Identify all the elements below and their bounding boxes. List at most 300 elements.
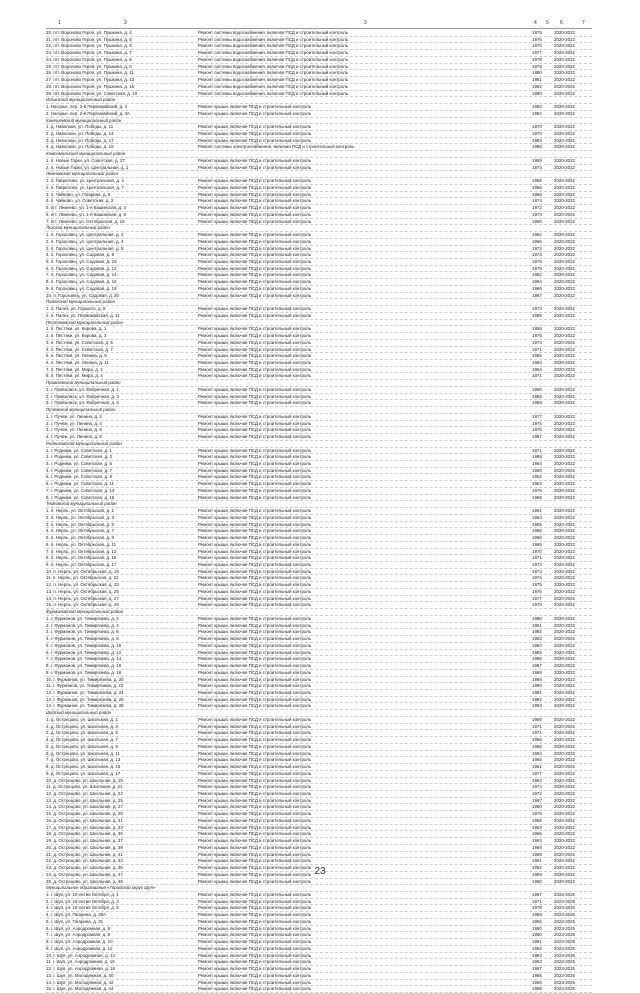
address-cell: 22. пгт. Вороново Героя, ул. Пушкина, д. 6 xyxy=(46,43,132,49)
year-built-cell: 1968 xyxy=(532,535,542,541)
period-cell: 2020-2022 xyxy=(554,353,575,359)
year-built-cell: 1991 xyxy=(532,689,542,695)
year-built-cell: 1971 xyxy=(532,723,542,729)
work-type-cell: Ремонт системы водоснабжения, включая ПСД и строительный контроль xyxy=(198,56,349,62)
table-row xyxy=(46,468,592,475)
period-cell: 2020-2022 xyxy=(554,588,575,594)
work-type-cell: Ремонт крыши, включая ПСД и строительный контроль xyxy=(198,306,312,312)
period-cell: 2020-2022 xyxy=(554,844,575,850)
section-row xyxy=(46,225,592,232)
year-built-cell: 1985 xyxy=(532,649,542,655)
table-row xyxy=(46,474,592,481)
address-cell: 11. п. Нерль, ул. Октябрьская, д. 21 xyxy=(46,575,119,581)
period-cell: 2020-2022 xyxy=(554,346,575,352)
address-cell: 10. д. Острецово, ул. Школьная, д. 19 xyxy=(46,777,123,783)
year-built-cell: 1963 xyxy=(532,959,542,965)
year-built-cell: 1976 xyxy=(532,427,542,433)
address-cell: 6. д. Острецово, ул. Школьная, д. 11 xyxy=(46,750,120,756)
table-row xyxy=(46,138,592,145)
work-type-cell: Ремонт крыши, включая ПСД и строительный контроль xyxy=(198,703,312,709)
year-built-cell: 1968 xyxy=(532,178,542,184)
address-cell: 1. Нагорье, пер. 2-й Первомайский, д. 3 xyxy=(46,104,127,110)
table-row xyxy=(46,596,592,603)
year-built-cell: 1976 xyxy=(532,43,542,49)
year-built-cell: 1975 xyxy=(532,582,542,588)
section-title: Ильинский муниципальный район xyxy=(46,97,116,103)
table-row xyxy=(46,421,592,428)
period-cell: 2020-2022 xyxy=(554,824,575,830)
address-cell: 3. п. Гороховец, ул. Центральная, д. 6 xyxy=(46,245,124,251)
year-built-cell: 1962 xyxy=(532,865,542,871)
table-row xyxy=(46,124,592,131)
year-built-cell: 1975 xyxy=(532,811,542,817)
table-row xyxy=(46,313,592,320)
year-built-cell: 1982 xyxy=(532,272,542,278)
work-type-cell: Ремонт крыши, включая ПСД и строительный контроль xyxy=(198,716,312,722)
year-built-cell: 1965 xyxy=(532,757,542,763)
year-built-cell: 1968 xyxy=(532,494,542,500)
work-type-cell: Ремонт крыши, включая ПСД и строительный контроль xyxy=(198,979,312,985)
year-built-cell: 1963 xyxy=(532,838,542,844)
address-cell: 4. г. Родники, ул. Советская, д. 7 xyxy=(46,467,112,473)
year-built-cell: 1981 xyxy=(532,77,542,83)
address-cell: 2. д. Острецово, ул. Школьная, д. 3 xyxy=(46,723,118,729)
address-cell: 20. д. Острецово, ул. Школьная, д. 39 xyxy=(46,844,123,850)
year-built-cell: 1980 xyxy=(532,90,542,96)
table-row xyxy=(46,326,592,333)
address-cell: 2. п. Гороховец, ул. Центральная, д. 4 xyxy=(46,238,124,244)
work-type-cell: Ремонт крыши, включая ПСД и строительный контроль xyxy=(198,191,312,197)
table-row xyxy=(46,778,592,785)
table-row xyxy=(46,831,592,838)
period-cell: 2023-2025 xyxy=(554,959,575,965)
table-row xyxy=(46,347,592,354)
period-cell: 2020-2022 xyxy=(554,393,575,399)
table-row xyxy=(46,246,592,253)
section-row xyxy=(46,441,592,448)
year-built-cell: 1974 xyxy=(532,339,542,345)
work-type-cell: Ремонт крыши, включая ПСД и строительный контроль xyxy=(198,730,312,736)
section-title: Лежневский муниципальный район xyxy=(46,171,118,177)
address-cell: 9. п. Гороховец, ул. Садовая, д. 18 xyxy=(46,285,117,291)
work-type-cell: Ремонт крыши, включая ПСД и строительный контроль xyxy=(198,339,312,345)
year-built-cell: 1963 xyxy=(532,824,542,830)
table-row xyxy=(46,879,592,886)
year-built-cell: 1993 xyxy=(532,703,542,709)
period-cell: 2020-2022 xyxy=(554,716,575,722)
period-cell: 2020-2022 xyxy=(554,306,575,312)
table-row xyxy=(46,690,592,697)
period-cell: 2020-2022 xyxy=(554,602,575,608)
work-type-cell: Ремонт крыши, включая ПСД и строительный контроль xyxy=(198,595,312,601)
work-type-cell: Ремонт крыши, включая ПСД и строительный контроль xyxy=(198,656,312,662)
work-type-cell: Ремонт крыши, включая ПСД и строительный контроль xyxy=(198,602,312,608)
work-type-cell: Ремонт крыши, включая ПСД и строительный контроль xyxy=(198,905,312,911)
work-type-cell: Ремонт крыши, включая ПСД и строительный контроль xyxy=(198,844,312,850)
section-title: Муниципальное образование «Городской округ Шуя» xyxy=(46,885,156,891)
table-row xyxy=(46,542,592,549)
work-type-cell: Ремонт крыши, включая ПСД и строительный контроль xyxy=(198,582,312,588)
period-cell: 2020-2022 xyxy=(554,582,575,588)
address-cell: 11. г. Шуя, ул. Аэродромная, д. 16 xyxy=(46,959,115,965)
year-built-cell: 1978 xyxy=(532,602,542,608)
period-cell: 2020-2022 xyxy=(554,279,575,285)
table-row xyxy=(46,367,592,374)
header-col-3: 3 xyxy=(364,20,367,26)
year-built-cell: 1987 xyxy=(532,292,542,298)
section-title: Родниковский муниципальный район xyxy=(46,440,122,446)
section-title: Лухский муниципальный район xyxy=(46,225,110,231)
table-row xyxy=(46,259,592,266)
year-built-cell: 1967 xyxy=(532,966,542,972)
period-cell: 2020-2022 xyxy=(554,636,575,642)
work-type-cell: Ремонт крыши, включая ПСД и строительный контроль xyxy=(198,636,312,642)
work-type-cell: Ремонт крыши, включая ПСД и строительный контроль xyxy=(198,770,312,776)
period-cell: 2020-2022 xyxy=(554,770,575,776)
address-cell: 1. г. Приволжск, ул. Фабричная, д. 1 xyxy=(46,386,119,392)
work-type-cell: Ремонт системы водоснабжения, включая ПСД и строительный контроль xyxy=(198,50,349,56)
year-built-cell: 1988 xyxy=(532,454,542,460)
section-title: Кинешемский муниципальный район xyxy=(46,117,122,123)
year-built-cell: 1984 xyxy=(532,110,542,116)
year-built-cell: 1989 xyxy=(532,676,542,682)
year-built-cell: 1992 xyxy=(532,696,542,702)
year-built-cell: 1964 xyxy=(532,750,542,756)
address-cell: 14. п. Нерль, ул. Октябрьская, д. 27 xyxy=(46,595,119,601)
address-cell: 6. п. Пестяки, ул. Ленина, д. 11 xyxy=(46,359,109,365)
address-cell: 7. п. Гороховец, ул. Садовая, д. 14 xyxy=(46,272,117,278)
table-row xyxy=(46,158,592,165)
address-cell: 3. п. Пестяки, ул. Советская, д. 5 xyxy=(46,339,113,345)
work-type-cell: Ремонт крыши, включая ПСД и строительный контроль xyxy=(198,676,312,682)
header-col-4: 4 xyxy=(534,20,537,26)
year-built-cell: 1984 xyxy=(532,279,542,285)
address-cell: 29. пгт. Вороново Героя, ул. Советская, д. 10 xyxy=(46,90,138,96)
period-cell: 2020-2022 xyxy=(554,878,575,884)
address-cell: 2. п. Палех, ул. Первомайская, д. 11 xyxy=(46,312,120,318)
period-cell: 2020-2022 xyxy=(554,232,575,238)
address-cell: 1. г. Шуя, ул. 10-летия Октября, д. 1 xyxy=(46,892,119,897)
work-type-cell: Ремонт крыши, включая ПСД и строительный контроль xyxy=(198,447,312,453)
work-type-cell: Ремонт крыши, включая ПСД и строительный контроль xyxy=(198,434,312,440)
year-built-cell: 1958 xyxy=(532,326,542,332)
year-built-cell: 1960 xyxy=(532,804,542,810)
table-row xyxy=(46,905,592,912)
work-type-cell: Ремонт крыши, включая ПСД и строительный контроль xyxy=(198,777,312,783)
address-cell: 8. г. Родники, ул. Советская, д. 15 xyxy=(46,494,115,500)
address-cell: 3. д. Острецово, ул. Школьная, д. 5 xyxy=(46,730,118,736)
year-built-cell: 1981 xyxy=(532,622,542,628)
period-cell: 2020-2022 xyxy=(554,784,575,790)
year-built-cell: 1967 xyxy=(532,797,542,803)
period-cell: 2020-2022 xyxy=(554,211,575,217)
table-row xyxy=(46,636,592,643)
work-type-cell: Ремонт крыши, включая ПСД и строительный контроль xyxy=(198,474,312,480)
period-cell: 2020-2022 xyxy=(554,413,575,419)
address-cell: 20. пгт. Вороново Героя, ул. Пушкина, д. 4 xyxy=(46,30,132,35)
table-row xyxy=(46,838,592,845)
year-built-cell: 1973 xyxy=(532,252,542,258)
work-type-cell: Ремонт крыши, включая ПСД и строительный контроль xyxy=(198,124,312,130)
table-row xyxy=(46,50,592,57)
period-cell: 2020-2022 xyxy=(554,521,575,527)
header-col-7: 7 xyxy=(582,20,585,26)
address-cell: 1. п. Палех, ул. Горького, д. 8 xyxy=(46,306,106,312)
table-row xyxy=(46,939,592,946)
table-row xyxy=(46,764,592,771)
year-built-cell: 1992 xyxy=(532,945,542,951)
year-built-cell: 1969 xyxy=(532,871,542,877)
period-cell: 2020-2022 xyxy=(554,474,575,480)
period-cell: 2023-2025 xyxy=(554,939,575,945)
address-cell: 9. д. Острецово, ул. Школьная, д. 17 xyxy=(46,770,121,776)
address-cell: 4. п. Пестяки, ул. Советская, д. 7 xyxy=(46,346,113,352)
address-cell: 13. д. Острецово, ул. Школьная, д. 25 xyxy=(46,797,123,803)
table-row xyxy=(46,730,592,737)
table-row xyxy=(46,232,592,239)
year-built-cell: 1979 xyxy=(532,265,542,271)
year-built-cell: 1983 xyxy=(532,137,542,143)
table-row xyxy=(46,43,592,50)
year-built-cell: 1987 xyxy=(532,663,542,669)
period-cell: 2020-2022 xyxy=(554,669,575,675)
year-built-cell: 1969 xyxy=(532,312,542,318)
period-cell: 2020-2022 xyxy=(554,43,575,49)
period-cell: 2020-2022 xyxy=(554,858,575,864)
work-type-cell: Ремонт крыши, включая ПСД и строительный контроль xyxy=(198,326,312,332)
header-col-1: 1 xyxy=(58,20,61,26)
table-row xyxy=(46,239,592,246)
address-cell: 13. п. Нерль, ул. Октябрьская, д. 25 xyxy=(46,588,119,594)
work-type-cell: Ремонт крыши, включая ПСД и строительный контроль xyxy=(198,555,312,561)
address-cell: 5. п. Пестяки, ул. Ленина, д. 9 xyxy=(46,353,107,359)
address-cell: 7. г. Родники, ул. Советская, д. 13 xyxy=(46,487,115,493)
year-built-cell: 1990 xyxy=(532,925,542,931)
table-row xyxy=(46,663,592,670)
period-cell: 2020-2022 xyxy=(554,420,575,426)
period-cell: 2020-2022 xyxy=(554,683,575,689)
work-type-cell: Ремонт крыши, включая ПСД и строительный контроль xyxy=(198,912,312,918)
work-type-cell: Ремонт крыши, включая ПСД и строительный контроль xyxy=(198,238,312,244)
period-cell: 2020-2022 xyxy=(554,252,575,258)
section-row xyxy=(46,609,592,616)
period-cell: 2020-2022 xyxy=(554,50,575,56)
table-row xyxy=(46,212,592,219)
period-cell: 2020-2022 xyxy=(554,339,575,345)
address-cell: 12. г. Шуя, ул. Аэродромная, д. 18 xyxy=(46,966,116,972)
period-cell: 2020-2022 xyxy=(554,508,575,514)
work-type-cell: Ремонт системы водоснабжения, включая ПСД и строительный контроль xyxy=(198,90,349,96)
year-built-cell: 1971 xyxy=(532,373,542,379)
period-cell: 2020-2022 xyxy=(554,104,575,110)
address-cell: 2. п. Нерль, ул. Октябрьская, д. 3 xyxy=(46,514,114,520)
work-type-cell: Ремонт крыши, включая ПСД и строительный контроль xyxy=(198,588,312,594)
address-cell: 6. п. Нерль, ул. Октябрьская, д. 11 xyxy=(46,541,117,547)
year-built-cell: 1975 xyxy=(532,30,542,35)
table-row xyxy=(46,953,592,960)
address-cell: 2. д. Наволоки, ул. Победы, д. 14 xyxy=(46,131,114,137)
table-row xyxy=(46,562,592,569)
address-cell: 15. д. Острецово, ул. Школьная, д. 29 xyxy=(46,811,123,817)
year-built-cell: 1966 xyxy=(532,831,542,837)
address-cell: 1. г. Фурманов, ул. Тимирязева, д. 2 xyxy=(46,615,119,621)
work-type-cell: Ремонт системы водоснабжения, включая ПСД и строительный контроль xyxy=(198,63,349,69)
work-type-cell: Ремонт крыши, включая ПСД и строительный контроль xyxy=(198,535,312,541)
work-type-cell: Ремонт крыши, включая ПСД и строительный контроль xyxy=(198,312,312,318)
work-type-cell: Ремонт крыши, включая ПСД и строительный контроль xyxy=(198,838,312,844)
year-built-cell: 1959 xyxy=(532,912,542,918)
table-row xyxy=(46,414,592,421)
year-built-cell: 1965 xyxy=(532,353,542,359)
work-type-cell: Ремонт крыши, включая ПСД и строительный контроль xyxy=(198,784,312,790)
work-type-cell: Ремонт крыши, включая ПСД и строительный контроль xyxy=(198,629,312,635)
year-built-cell: 1986 xyxy=(532,656,542,662)
work-type-cell: Ремонт крыши, включая ПСД и строительный контроль xyxy=(198,663,312,669)
work-type-cell: Ремонт крыши, включая ПСД и строительный контроль xyxy=(198,178,312,184)
work-type-cell: Ремонт крыши, включая ПСД и строительный контроль xyxy=(198,743,312,749)
period-cell: 2020-2022 xyxy=(554,764,575,770)
year-built-cell: 1966 xyxy=(532,528,542,534)
work-type-cell: Ремонт крыши, включая ПСД и строительный контроль xyxy=(198,110,312,116)
work-type-cell: Ремонт крыши, включая ПСД и строительный контроль xyxy=(198,218,312,224)
table-row xyxy=(46,643,592,650)
period-cell: 2020-2022 xyxy=(554,757,575,763)
work-type-cell: Ремонт крыши, включая ПСД и строительный контроль xyxy=(198,454,312,460)
table-row xyxy=(46,811,592,818)
section-title: Пестяковский муниципальный район xyxy=(46,319,123,325)
address-cell: 7. г. Шуя, ул. Аэродромная, д. 8 xyxy=(46,932,111,938)
address-cell: 6. г. Родники, ул. Советская, д. 11 xyxy=(46,481,115,487)
year-built-cell: 1969 xyxy=(532,844,542,850)
table-row xyxy=(46,852,592,859)
section-row xyxy=(46,299,592,306)
address-cell: 14. г. Шуя, ул. Молодёжная, д. 42 xyxy=(46,979,114,985)
period-cell: 2023-2025 xyxy=(554,892,575,897)
address-cell: 24. д. Острецово, ул. Школьная, д. 47 xyxy=(46,871,123,877)
work-type-cell: Ремонт крыши, включая ПСД и строительный контроль xyxy=(198,817,312,823)
period-cell: 2020-2022 xyxy=(554,663,575,669)
table-row xyxy=(46,57,592,64)
table-row xyxy=(46,454,592,461)
year-built-cell: 1968 xyxy=(532,191,542,197)
year-built-cell: 1960 xyxy=(532,878,542,884)
table-row xyxy=(46,616,592,623)
address-cell: 24. пгт. Вороново Героя, ул. Пушкина, д. 8 xyxy=(46,56,132,62)
table-row xyxy=(46,178,592,185)
address-cell: 2. Нагорье, пер. 2-й Первомайский, д. 3А xyxy=(46,110,130,116)
address-cell: 4. г. Шуя, ул. Гагарина, д. 29А xyxy=(46,912,107,918)
work-type-cell: Ремонт крыши, включая ПСД и строительный контроль xyxy=(198,689,312,695)
work-type-cell: Ремонт крыши, включая ПСД и строительный контроль xyxy=(198,858,312,864)
work-type-cell: Ремонт крыши, включая ПСД и строительный контроль xyxy=(198,898,312,904)
year-built-cell: 1982 xyxy=(532,629,542,635)
table-row xyxy=(46,192,592,199)
table-row xyxy=(46,185,592,192)
address-cell: 5. г. Шуя, ул. Гагарина, д. 31 xyxy=(46,918,104,924)
address-cell: 14. г. Фурманов, ул. Тимирязева, д. 28 xyxy=(46,703,124,709)
table-body xyxy=(46,30,592,993)
year-built-cell: 1956 xyxy=(532,393,542,399)
work-type-cell: Ремонт крыши, включая ПСД и строительный контроль xyxy=(198,366,312,372)
period-cell: 2020-2022 xyxy=(554,454,575,460)
address-cell: 11. д. Острецово, ул. Школьная, д. 21 xyxy=(46,784,123,790)
address-cell: 21. д. Острецово, ул. Школьная, д. 41 xyxy=(46,851,123,857)
header-col-5: 5 xyxy=(546,20,549,26)
work-type-cell: Ремонт системы водоснабжения, включая ПСД и строительный контроль xyxy=(198,77,349,83)
address-cell: 12. г. Фурманов, ул. Тимирязева, д. 24 xyxy=(46,689,124,695)
table-row xyxy=(46,434,592,441)
period-cell: 2020-2022 xyxy=(554,642,575,648)
address-cell: 6. г. Фурманов, ул. Тимирязева, д. 12 xyxy=(46,649,122,655)
period-cell: 2020-2022 xyxy=(554,528,575,534)
address-cell: 25. д. Острецово, ул. Школьная, д. 49 xyxy=(46,878,123,884)
table-row xyxy=(46,784,592,791)
year-built-cell: 1972 xyxy=(532,205,542,211)
address-cell: 13. г. Шуя, ул. Молодёжная, д. 40 xyxy=(46,972,114,978)
section-row xyxy=(46,320,592,327)
address-cell: 8. п. Нерль, ул. Октябрьская, д. 15 xyxy=(46,555,117,561)
address-cell: 13. г. Фурманов, ул. Тимирязева, д. 26 xyxy=(46,696,124,702)
period-cell: 2020-2022 xyxy=(554,205,575,211)
year-built-cell: 1960 xyxy=(532,218,542,224)
table-row xyxy=(46,737,592,744)
work-type-cell: Ремонт крыши, включая ПСД и строительный контроль xyxy=(198,157,312,163)
address-cell: 1. п. Нерль, ул. Октябрьская, д. 1 xyxy=(46,508,114,514)
section-row xyxy=(46,407,592,414)
address-cell: 8. п. Гороховец, ул. Садовая, д. 16 xyxy=(46,279,117,285)
year-built-cell: 1960 xyxy=(532,467,542,473)
period-cell: 2023-2025 xyxy=(554,945,575,951)
address-cell: 5. пгт. Лежнево, ул. 1-я Кашинская, д. 3 xyxy=(46,205,126,211)
table-row xyxy=(46,448,592,455)
year-built-cell: 1971 xyxy=(532,898,542,904)
table-row xyxy=(46,751,592,758)
work-type-cell: Ремонт крыши, включая ПСД и строительный контроль xyxy=(198,481,312,487)
address-cell: 12. д. Острецово, ул. Школьная, д. 23 xyxy=(46,790,123,796)
table-row xyxy=(46,683,592,690)
address-cell: 1. п. Пестяки, ул. Кирова, д. 1 xyxy=(46,326,107,332)
table-header xyxy=(46,20,592,29)
work-type-cell: Ремонт крыши, включая ПСД и строительный контроль xyxy=(198,939,312,945)
work-type-cell: Ремонт крыши, включая ПСД и строительный контроль xyxy=(198,272,312,278)
address-cell: 2. г. Приволжск, ул. Фабричная, д. 3 xyxy=(46,393,119,399)
table-row xyxy=(46,899,592,906)
work-type-cell: Ремонт крыши, включая ПСД и строительный контроль xyxy=(198,865,312,871)
year-built-cell: 1991 xyxy=(532,939,542,945)
period-cell: 2020-2022 xyxy=(554,144,575,150)
period-cell: 2020-2022 xyxy=(554,326,575,332)
period-cell: 2020-2022 xyxy=(554,245,575,251)
work-type-cell: Ремонт системы водоснабжения, включая ПСД и строительный контроль xyxy=(198,30,349,35)
work-type-cell: Ремонт системы водоснабжения, включая ПСД и строительный контроль xyxy=(198,43,349,49)
table-row xyxy=(46,582,592,589)
period-cell: 2020-2022 xyxy=(554,649,575,655)
work-type-cell: Ремонт крыши, включая ПСД и строительный контроль xyxy=(198,521,312,527)
work-type-cell: Ремонт крыши, включая ПСД и строительный контроль xyxy=(198,279,312,285)
year-built-cell: 1977 xyxy=(532,770,542,776)
address-cell: 5. п. Нерль, ул. Октябрьская, д. 9 xyxy=(46,535,114,541)
work-type-cell: Ремонт крыши, включая ПСД и строительный контроль xyxy=(198,487,312,493)
work-type-cell: Ремонт крыши, включая ПСД и строительный контроль xyxy=(198,649,312,655)
work-type-cell: Ремонт крыши, включая ПСД и строительный контроль xyxy=(198,373,312,379)
year-built-cell: 1978 xyxy=(532,56,542,62)
table-row xyxy=(46,91,592,98)
table-row xyxy=(46,373,592,380)
table-row xyxy=(46,845,592,852)
work-type-cell: Ремонт крыши, включая ПСД и строительный контроль xyxy=(198,541,312,547)
work-type-cell: Ремонт крыши, включая ПСД и строительный контроль xyxy=(198,285,312,291)
year-built-cell: 1975 xyxy=(532,258,542,264)
